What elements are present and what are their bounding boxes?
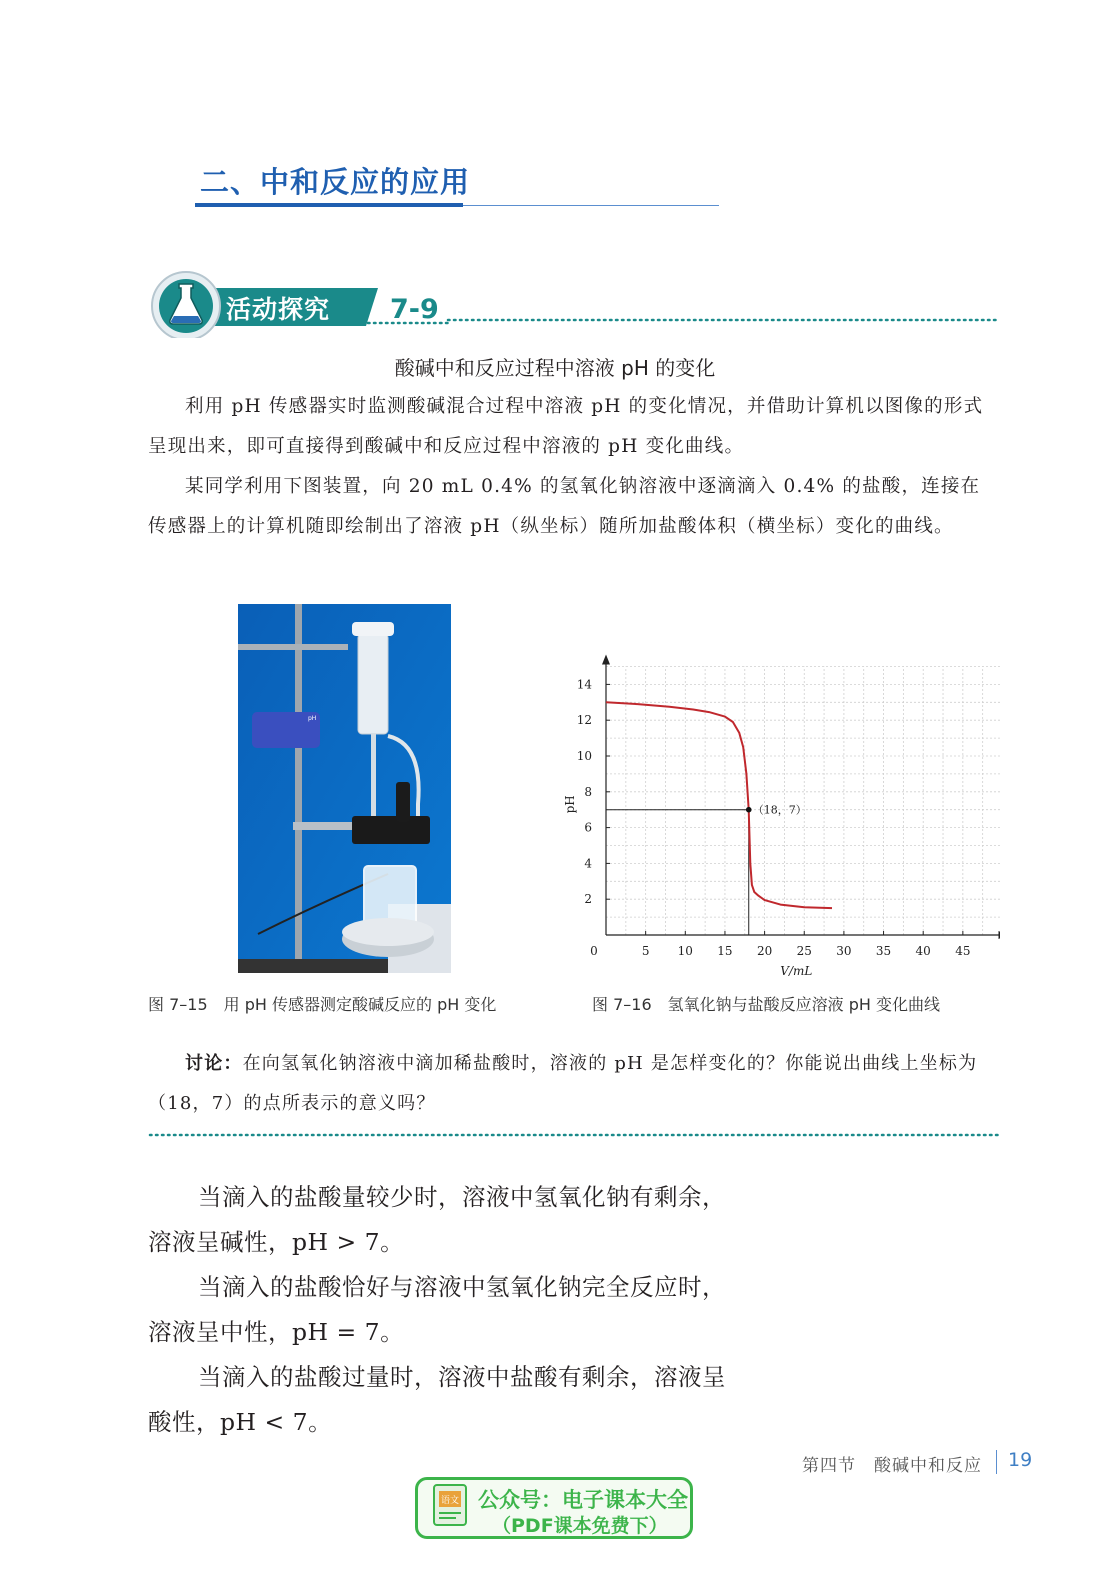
- intro-text: [148, 387, 998, 547]
- equivalence-point: [746, 807, 752, 813]
- heading-rule: [195, 203, 463, 207]
- chart-caption: 图 7–16 氢氧化钠与盐酸反应溶液 pH 变化曲线: [592, 995, 940, 1014]
- x-tick-label: 35: [875, 944, 892, 958]
- y-tick-label: 6: [584, 820, 592, 835]
- section-title: 二、中和反应的应用: [200, 165, 471, 199]
- x-tick-label: 15: [717, 944, 733, 958]
- beaker: [364, 866, 416, 926]
- apparatus-photo: [238, 604, 451, 973]
- discussion-label: 讨论：: [185, 1053, 243, 1074]
- drop-counter: [352, 816, 430, 844]
- y-tick-label: 4: [584, 856, 592, 871]
- discussion-text: 在向氢氧化钠溶液中滴加稀盐酸时，溶液的 pH 是怎样变化的？你能说出曲线上坐标为（18，7）的点所表示的意义吗？: [148, 1053, 978, 1114]
- y-tick-label: 14: [576, 677, 592, 692]
- x-tick-label: 25: [796, 944, 812, 958]
- discussion: [148, 1044, 998, 1124]
- explanation-acidic: 当滴入的盐酸过量时，溶液中盐酸有剩余，溶液呈酸性，pH < 7。: [148, 1363, 726, 1436]
- watermark-line-1: 公众号：电子课本大全: [478, 1488, 688, 1512]
- activity-label: 活动探究: [226, 295, 331, 324]
- y-axis-label: pH: [563, 795, 577, 814]
- x-tick-label: 30: [836, 944, 852, 958]
- activity-number: 7-9: [390, 294, 439, 325]
- explanation-block: [148, 1175, 728, 1445]
- heading-rule-thin: [463, 205, 719, 206]
- explanation-neutral: 当滴入的盐酸恰好与溶液中氢氧化钠完全反应时，溶液呈中性，pH = 7。: [148, 1273, 726, 1346]
- burette: [358, 634, 388, 734]
- footer-section: 第四节 酸碱中和反应: [802, 1456, 982, 1476]
- y-tick-label: 2: [584, 892, 592, 907]
- y-tick-label: 10: [576, 749, 592, 763]
- watermark-line-2: （PDF课本免费下）: [492, 1515, 668, 1537]
- x-tick-label: 5: [641, 944, 650, 958]
- x-tick-label: 10: [677, 944, 693, 958]
- discussion-divider: [148, 1133, 1000, 1137]
- page-number: 19: [1008, 1449, 1033, 1471]
- ph-chart: [560, 645, 1000, 985]
- intro-paragraph-1: 利用 pH 传感器实时监测酸碱混合过程中溶液 pH 的变化情况，并借助计算机以图像的形式呈现出来，即可直接得到酸碱中和反应过程中溶液的 pH 变化曲线。: [148, 396, 984, 457]
- activity-title: 酸碱中和反应过程中溶液 pH 的变化: [394, 356, 716, 380]
- y-tick-label: 12: [576, 713, 592, 728]
- stand-rod: [295, 604, 302, 973]
- book-logo-icon: [430, 1483, 472, 1533]
- x-tick-label: 0: [590, 944, 598, 958]
- x-tick-label: 20: [756, 944, 773, 958]
- photo-caption: 图 7–15 用 pH 传感器测定酸碱反应的 pH 变化: [148, 995, 497, 1014]
- ph-sensor-label: pH: [308, 715, 317, 722]
- svg-text:语文: 语文: [440, 1496, 460, 1506]
- ph-probe: [396, 782, 410, 822]
- y-axis-arrow: [602, 655, 610, 665]
- x-axis-arrow: [999, 931, 1001, 939]
- equivalence-point-label: （18，7）: [752, 803, 807, 817]
- footer-divider: [996, 1450, 997, 1474]
- explanation-basic: 当滴入的盐酸量较少时，溶液中氢氧化钠有剩余，溶液呈碱性，pH > 7。: [148, 1183, 726, 1256]
- intro-paragraph-2: 某同学利用下图装置，向 20 mL 0.4% 的氢氧化钠溶液中逐滴滴入 0.4% 的盐酸，连接在传感器上的计算机随即绘制出了溶液 pH（纵坐标）随所加盐酸体积（横坐标）变化的曲线。: [148, 476, 981, 537]
- x-tick-label: 45: [955, 944, 971, 958]
- x-tick-label: 40: [915, 944, 931, 958]
- y-tick-label: 8: [584, 784, 592, 799]
- x-axis-label: V/mL: [780, 964, 813, 978]
